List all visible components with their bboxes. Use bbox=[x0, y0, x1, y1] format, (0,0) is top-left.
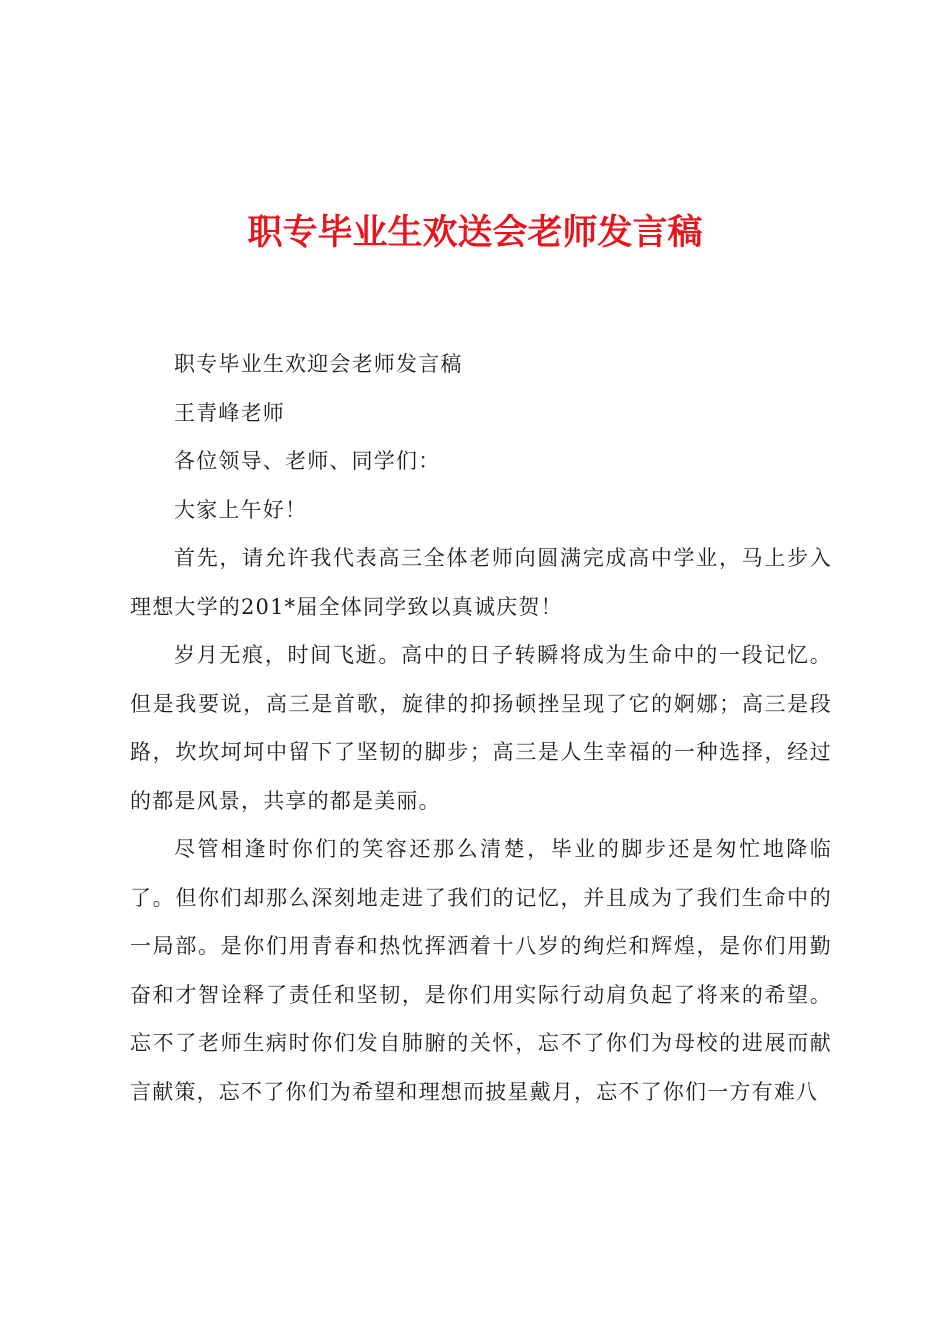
document-title: 职专毕业生欢送会老师发言稿 bbox=[247, 212, 703, 253]
paragraph-congratulation: 首先，请允许我代表高三全体老师向圆满完成高中学业，马上步入理想大学的201*届全体同学致以真诚庆贺！ bbox=[130, 546, 832, 619]
paragraph-salutation: 各位领导、老师、同学们： bbox=[174, 449, 441, 473]
paragraph-memories: 岁月无痕，时间飞逝。高中的日子转瞬将成为生命中的一段记忆。但是我要说，高三是首歌，旋律的抑扬顿挫呈现了它的婀娜；高三是段路，坎坎坷坷中留下了坚韧的脚步；高三是人生幸福的一种选择，经过的都是风景，共享的都是美丽。 bbox=[130, 643, 832, 813]
paragraph-author: 王青峰老师 bbox=[174, 400, 285, 425]
paragraph-farewell: 尽管相逢时你们的笑容还那么清楚，毕业的脚步还是匆忙地降临了。但你们却那么深刻地走进了我们的记忆，并且成为了我们生命中的一局部。是你们用青春和热忱挥洒着十八岁的绚烂和辉煌，是你们用勤奋和才智诠释了责任和坚韧，是你们用实际行动肩负起了将来的希望。忘不了老师生病时你们发自肺腑的关怀，忘不了你们为母校的进展而献言献策，忘不了你们为希望和理想而披星戴月，忘不了你们一方有难八 bbox=[130, 837, 832, 1104]
paragraph-subtitle: 职专毕业生欢迎会老师发言稿 bbox=[174, 352, 463, 376]
document-body bbox=[130, 340, 832, 1116]
paragraph-greeting: 大家上午好！ bbox=[174, 497, 308, 522]
